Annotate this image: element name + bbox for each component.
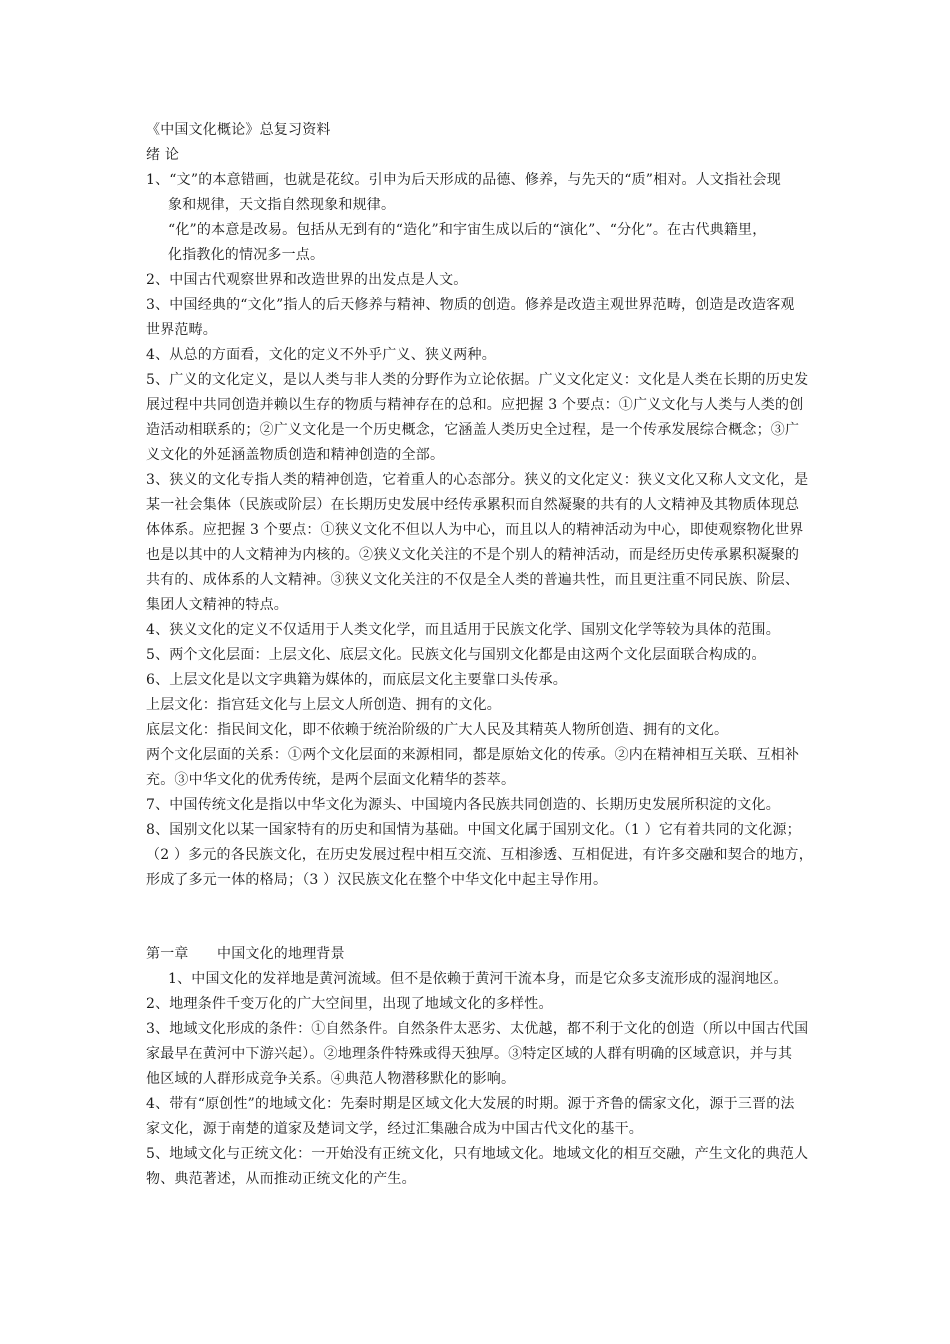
paragraph-line: 1、“文”的本意错画，也就是花纹。引申为后天形成的品德、修养，与先天的“质”相对。人文指社会现 <box>146 172 781 188</box>
paragraph-line: 体体系。应把握 3 个要点：①狭义文化不但以人为中心，而且以人的精神活动为中心，即使观察物化世界 <box>146 522 804 538</box>
paragraph-line: 3、中国经典的“文化”指人的后天修养与精神、物质的创造。修养是改造主观世界范畴，创造是改造客观 <box>146 297 795 313</box>
paragraph-line: 5、地域文化与正统文化：一开始没有正统文化，只有地域文化。地域文化的相互交融，产生文化的典范人 <box>146 1146 809 1162</box>
paragraph-line: 物、典范著述，从而推动正统文化的产生。 <box>146 1171 416 1187</box>
paragraph-line: 4、带有“原创性”的地域文化：先秦时期是区域文化大发展的时期。源于齐鲁的儒家文化，源于三晋的法 <box>146 1096 795 1112</box>
paragraph-line: 化指教化的情况多一点。 <box>168 247 325 263</box>
paragraph-line: 上层文化：指宫廷文化与上层文人所创造、拥有的文化。 <box>146 697 501 713</box>
paragraph-line: 6、上层文化是以文字典籍为媒体的，而底层文化主要靠口头传承。 <box>146 672 567 688</box>
paragraph-line: 5、两个文化层面：上层文化、底层文化。民族文化与国别文化都是由这两个文化层面联合构成的。 <box>146 647 766 663</box>
paragraph-line: 充。③中华文化的优秀传统，是两个层面文化精华的荟萃。 <box>146 772 516 788</box>
paragraph-line: 集团人文精神的特点。 <box>146 597 288 613</box>
paragraph-line: 展过程中共同创造并赖以生存的物质与精神存在的总和。应把握 3 个要点：①广义文化与人类与人类的创 <box>146 397 804 413</box>
paragraph-line: 3、狭义的文化专指人类的精神创造，它着重人的心态部分。狭义的文化定义：狭义文化又称人文文化，是 <box>146 472 809 488</box>
paragraph-line: 某一社会集体（民族或阶层）在长期历史发展中经传承累积而自然凝聚的共有的人文精神及其物质体现总 <box>146 497 800 513</box>
paragraph-line: （2 ）多元的各民族文化，在历史发展过程中相互交流、互相渗透、互相促进，有许多交融和契合的地方， <box>146 847 813 863</box>
paragraph-line: 共有的、成体系的人文精神。③狭义文化关注的不仅是全人类的普遍共性，而且更注重不同民族、阶层、 <box>146 572 800 588</box>
paragraph-line: 底层文化：指民间文化，即不依赖于统治阶级的广大人民及其精英人物所创造、拥有的文化。 <box>146 722 729 738</box>
section-heading-intro: 绪 论 <box>146 147 180 163</box>
paragraph-line: 形成了多元一体的格局；（3 ）汉民族文化在整个中华文化中起主导作用。 <box>146 872 608 888</box>
paragraph-line: 3、地域文化形成的条件：①自然条件。自然条件太恶劣、太优越，都不利于文化的创造（所以中国古代国 <box>146 1021 809 1037</box>
paragraph-line: 世界范畴。 <box>146 322 217 338</box>
paragraph-line: 两个文化层面的关系：①两个文化层面的来源相同，都是原始文化的传承。②内在精神相互关联、互相补 <box>146 747 800 763</box>
paragraph-line: 造活动相联系的；②广义文化是一个历史概念，它涵盖人类历史全过程，是一个传承发展综合概念；③广 <box>146 422 800 438</box>
paragraph-line: 5、广义的文化定义，是以人类与非人类的分野作为立论依据。广义文化定义：文化是人类在长期的历史发 <box>146 372 809 388</box>
paragraph-line: “化”的本意是改易。包括从无到有的“造化”和宇宙生成以后的“演化”、“分化”。在古代典籍里， <box>168 222 767 238</box>
paragraph-line: 家文化，源于南楚的道家及楚词文学，经过汇集融合成为中国古代文化的基干。 <box>146 1121 643 1137</box>
paragraph-line: 家最早在黄河中下游兴起）。②地理条件特殊或得天独厚。③特定区域的人群有明确的区域意识，并与其 <box>146 1046 793 1062</box>
paragraph-line: 7、中国传统文化是指以中华文化为源头、中国境内各民族共同创造的、长期历史发展所积淀的文化。 <box>146 797 780 813</box>
paragraph-line: 义文化的外延涵盖物质创造和精神创造的全部。 <box>146 447 445 463</box>
paragraph-line: 象和规律，天文指自然现象和规律。 <box>168 197 396 213</box>
paragraph-line: 1、中国文化的发祥地是黄河流域。但不是依赖于黄河干流本身，而是它众多支流形成的湿润地区。 <box>168 971 788 987</box>
paragraph-line: 4、从总的方面看，文化的定义不外乎广义、狭义两种。 <box>146 347 496 363</box>
paragraph-line: 也是以其中的人文精神为内核的。②狭义文化关注的不是个别人的精神活动，而是经历史传承累积凝聚的 <box>146 547 800 563</box>
paragraph-line: 4、狭义文化的定义不仅适用于人类文化学，而且适用于民族文化学、国别文化学等较为具体的范围。 <box>146 622 780 638</box>
paragraph-line: 2、中国古代观察世界和改造世界的出发点是人文。 <box>146 272 468 288</box>
paragraph-line: 他区域的人群形成竞争关系。④典范人物潜移默化的影响。 <box>146 1071 516 1087</box>
document-title: 《中国文化概论》总复习资料 <box>146 122 331 138</box>
section-heading-chapter1: 第一章 中国文化的地理背景 <box>146 946 345 962</box>
paragraph-line: 2、地理条件千变万化的广大空间里，出现了地域文化的多样性。 <box>146 996 553 1012</box>
paragraph-line: 8、国别文化以某一国家特有的历史和国情为基础。中国文化属于国别文化。（1 ）它有着共同的文化源； <box>146 822 801 838</box>
